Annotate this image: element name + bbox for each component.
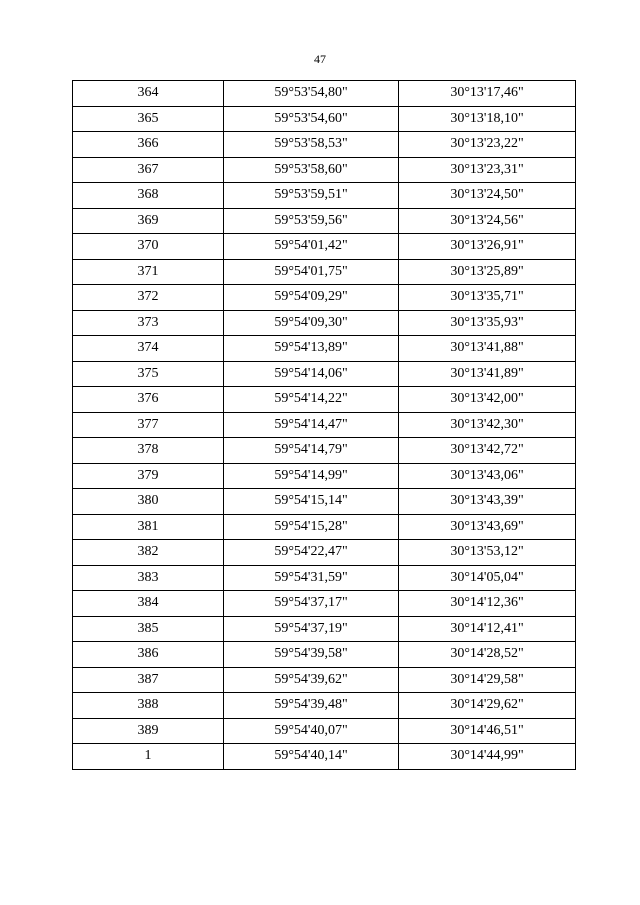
latitude-cell: 59°54'15,28" [224,514,399,540]
latitude-cell: 59°54'22,47" [224,540,399,566]
longitude-cell: 30°13'35,93" [399,310,576,336]
latitude-cell: 59°53'58,60" [224,157,399,183]
latitude-cell: 59°53'54,60" [224,106,399,132]
point-number-cell: 380 [73,489,224,515]
point-number-cell: 364 [73,81,224,107]
longitude-cell: 30°13'42,30" [399,412,576,438]
latitude-cell: 59°54'14,99" [224,463,399,489]
longitude-cell: 30°13'53,12" [399,540,576,566]
latitude-cell: 59°54'14,47" [224,412,399,438]
longitude-cell: 30°14'44,99" [399,744,576,770]
table-row [73,106,576,132]
table-row [73,157,576,183]
point-number-cell: 373 [73,310,224,336]
point-number-cell: 389 [73,718,224,744]
longitude-cell: 30°14'12,41" [399,616,576,642]
point-number-cell: 372 [73,285,224,311]
coordinates-table [72,80,576,770]
point-number-cell: 367 [73,157,224,183]
longitude-cell: 30°14'28,52" [399,642,576,668]
point-number-cell: 370 [73,234,224,260]
table-row [73,642,576,668]
table-row [73,591,576,617]
table-row [73,208,576,234]
longitude-cell: 30°14'29,62" [399,693,576,719]
latitude-cell: 59°54'37,19" [224,616,399,642]
point-number-cell: 1 [73,744,224,770]
point-number-cell: 379 [73,463,224,489]
longitude-cell: 30°13'42,72" [399,438,576,464]
latitude-cell: 59°54'14,22" [224,387,399,413]
point-number-cell: 366 [73,132,224,158]
latitude-cell: 59°54'09,29" [224,285,399,311]
latitude-cell: 59°54'14,79" [224,438,399,464]
longitude-cell: 30°14'12,36" [399,591,576,617]
table-row [73,489,576,515]
longitude-cell: 30°13'43,39" [399,489,576,515]
table-row [73,540,576,566]
longitude-cell: 30°13'23,22" [399,132,576,158]
table-row [73,234,576,260]
point-number-cell: 374 [73,336,224,362]
longitude-cell: 30°13'24,50" [399,183,576,209]
point-number-cell: 369 [73,208,224,234]
table-row [73,387,576,413]
point-number-cell: 381 [73,514,224,540]
page-number: 47 [314,52,326,66]
latitude-cell: 59°54'01,42" [224,234,399,260]
point-number-cell: 382 [73,540,224,566]
latitude-cell: 59°54'40,07" [224,718,399,744]
longitude-cell: 30°13'24,56" [399,208,576,234]
table-row [73,259,576,285]
latitude-cell: 59°54'01,75" [224,259,399,285]
longitude-cell: 30°14'29,58" [399,667,576,693]
table-row [73,718,576,744]
point-number-cell: 376 [73,387,224,413]
latitude-cell: 59°54'31,59" [224,565,399,591]
latitude-cell: 59°54'39,58" [224,642,399,668]
table-row [73,514,576,540]
latitude-cell: 59°54'39,62" [224,667,399,693]
table-row [73,310,576,336]
latitude-cell: 59°53'59,56" [224,208,399,234]
table-row [73,285,576,311]
longitude-cell: 30°13'41,88" [399,336,576,362]
table-row [73,336,576,362]
longitude-cell: 30°14'46,51" [399,718,576,744]
latitude-cell: 59°54'37,17" [224,591,399,617]
latitude-cell: 59°54'15,14" [224,489,399,515]
point-number-cell: 388 [73,693,224,719]
point-number-cell: 386 [73,642,224,668]
table-row [73,361,576,387]
latitude-cell: 59°53'54,80" [224,81,399,107]
latitude-cell: 59°53'59,51" [224,183,399,209]
latitude-cell: 59°54'14,06" [224,361,399,387]
longitude-cell: 30°13'18,10" [399,106,576,132]
longitude-cell: 30°13'42,00" [399,387,576,413]
longitude-cell: 30°13'25,89" [399,259,576,285]
point-number-cell: 368 [73,183,224,209]
longitude-cell: 30°13'23,31" [399,157,576,183]
point-number-cell: 377 [73,412,224,438]
table-row [73,744,576,770]
point-number-cell: 365 [73,106,224,132]
longitude-cell: 30°14'05,04" [399,565,576,591]
point-number-cell: 371 [73,259,224,285]
table-row [73,616,576,642]
longitude-cell: 30°13'17,46" [399,81,576,107]
table-row [73,183,576,209]
table-row [73,463,576,489]
table-row [73,438,576,464]
point-number-cell: 378 [73,438,224,464]
latitude-cell: 59°54'13,89" [224,336,399,362]
latitude-cell: 59°54'40,14" [224,744,399,770]
latitude-cell: 59°53'58,53" [224,132,399,158]
longitude-cell: 30°13'26,91" [399,234,576,260]
longitude-cell: 30°13'41,89" [399,361,576,387]
latitude-cell: 59°54'09,30" [224,310,399,336]
table-row [73,565,576,591]
table-row [73,81,576,107]
longitude-cell: 30°13'43,69" [399,514,576,540]
point-number-cell: 385 [73,616,224,642]
latitude-cell: 59°54'39,48" [224,693,399,719]
point-number-cell: 375 [73,361,224,387]
table-row [73,132,576,158]
point-number-cell: 383 [73,565,224,591]
table-row [73,667,576,693]
point-number-cell: 387 [73,667,224,693]
coordinates-table-body [73,81,576,770]
table-row [73,693,576,719]
point-number-cell: 384 [73,591,224,617]
table-row [73,412,576,438]
longitude-cell: 30°13'35,71" [399,285,576,311]
longitude-cell: 30°13'43,06" [399,463,576,489]
